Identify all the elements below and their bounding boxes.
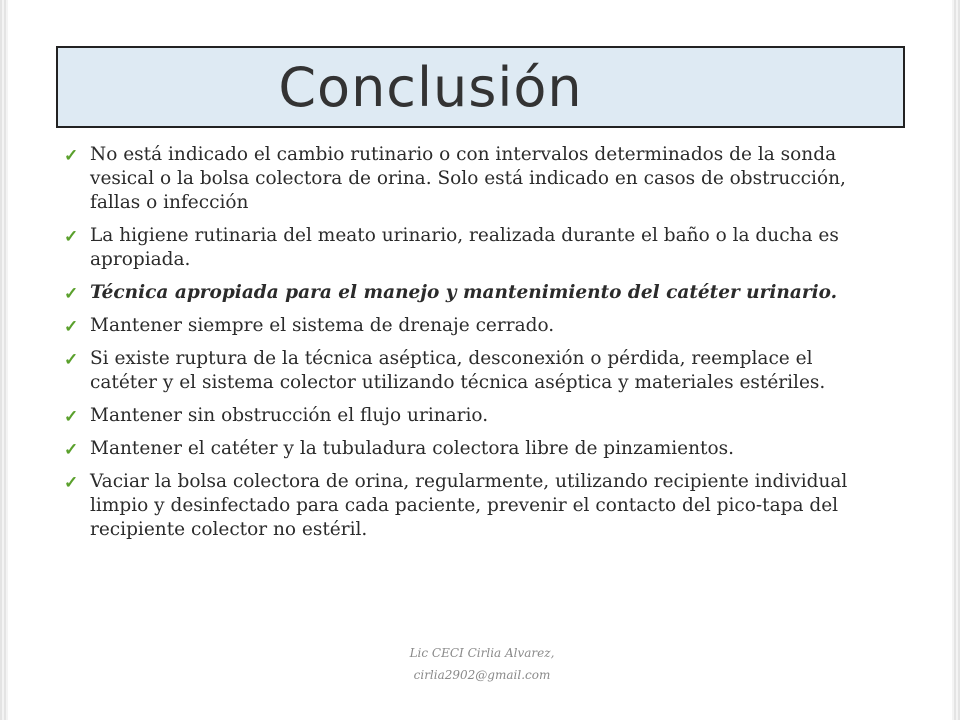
footer-author: Lic CECI Cirlia Alvarez,	[409, 646, 555, 660]
bullet-item	[64, 281, 884, 305]
bullet-item	[64, 404, 884, 428]
bullet-text: Si existe ruptura de la técnica aséptica, desconexión o pérdida, reemplace el catéter y el sistema colector utilizando técnica aséptica y materiales estériles.	[90, 348, 826, 393]
title-box	[56, 46, 905, 128]
check-icon: ✓	[64, 407, 79, 427]
bullet-list	[64, 143, 884, 551]
bullet-text: Mantener sin obstrucción el flujo urinario.	[90, 405, 489, 426]
right-border-decoration	[952, 0, 960, 720]
bullet-text: Mantener el catéter y la tubuladura colectora libre de pinzamientos.	[90, 438, 734, 459]
check-icon: ✓	[64, 146, 79, 166]
bullet-item	[64, 437, 884, 461]
footer-email: cirlia2902@gmail.com	[413, 668, 551, 682]
bullet-item	[64, 470, 884, 542]
left-border-decoration	[0, 0, 8, 720]
bullet-item	[64, 143, 884, 215]
check-icon: ✓	[64, 440, 79, 460]
check-icon: ✓	[64, 227, 79, 247]
bullet-item	[64, 224, 884, 272]
slide-title: Conclusión	[278, 55, 583, 119]
bullet-item	[64, 314, 884, 338]
bullet-text: La higiene rutinaria del meato urinario, realizada durante el baño o la ducha es apropiada.	[90, 225, 839, 270]
bullet-text: No está indicado el cambio rutinario o con intervalos determinados de la sonda vesical o la bolsa colectora de orina. Solo está indicado en casos de obstrucción, fallas o infección	[90, 144, 846, 213]
check-icon: ✓	[64, 284, 79, 304]
check-icon: ✓	[64, 350, 79, 370]
footer-credit	[382, 642, 582, 686]
check-icon: ✓	[64, 473, 79, 493]
bullet-item	[64, 347, 884, 395]
check-icon: ✓	[64, 317, 79, 337]
bullet-text: Técnica apropiada para el manejo y mantenimiento del catéter urinario.	[90, 282, 838, 303]
bullet-text: Vaciar la bolsa colectora de orina, regularmente, utilizando recipiente individual limpio y desinfectado para cada paciente, prevenir el contacto del pico-tapa del recipiente colector no estéril.	[90, 471, 848, 540]
bullet-text: Mantener siempre el sistema de drenaje cerrado.	[90, 315, 555, 336]
